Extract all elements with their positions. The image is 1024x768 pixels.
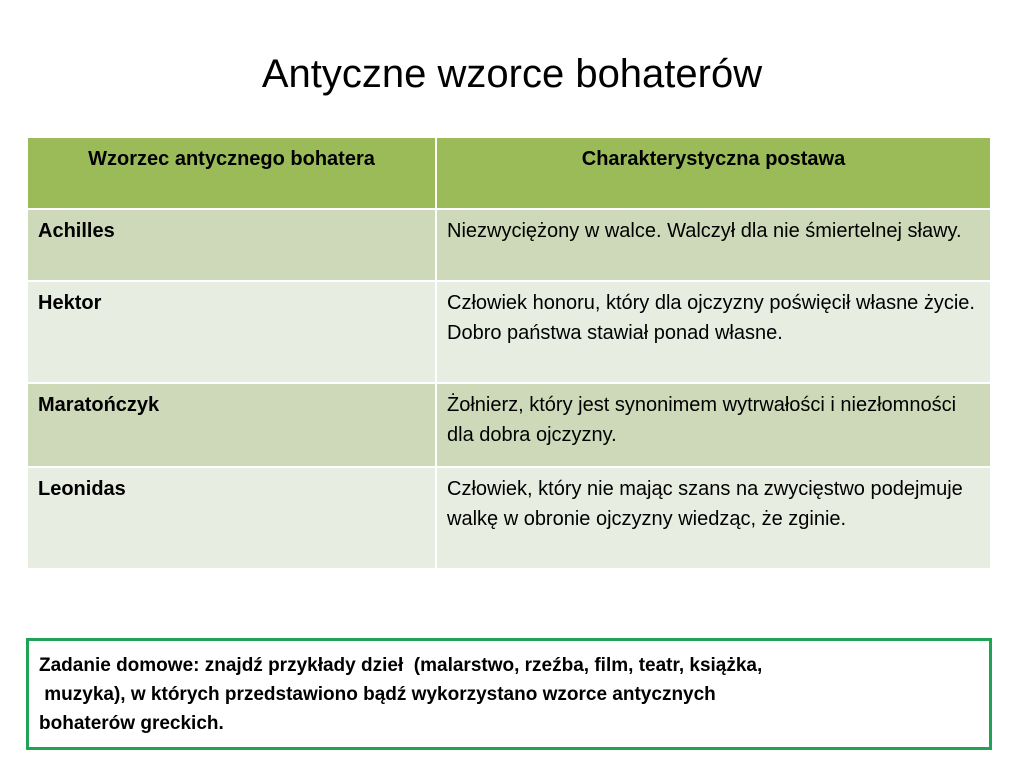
column-header-hero: Wzorzec antycznego bohatera xyxy=(27,137,436,209)
hero-description-cell: Niezwyciężony w walce. Walczył dla nie śmiertelnej sławy. xyxy=(436,209,991,281)
table-header-row xyxy=(27,137,991,209)
hero-name-cell: Maratończyk xyxy=(27,383,436,467)
slide-title: Antyczne wzorce bohaterów xyxy=(261,52,763,96)
table-row xyxy=(27,467,991,569)
homework-box: Zadanie domowe: znajdź przykłady dzieł (malarstwo, rzeźba, film, teatr, książka, muzyka), w których przedstawiono bądź wykorzystano wzorce antycznych bohaterów greckich. xyxy=(26,638,992,750)
table-row xyxy=(27,209,991,281)
hero-name-cell: Leonidas xyxy=(27,467,436,569)
table-row xyxy=(27,281,991,383)
hero-name-cell: Achilles xyxy=(27,209,436,281)
column-header-attitude: Charakterystyczna postawa xyxy=(436,137,991,209)
hero-description-cell: Człowiek honoru, który dla ojczyzny poświęcił własne życie. Dobro państwa stawiał ponad własne. xyxy=(436,281,991,383)
heroes-table xyxy=(26,136,992,570)
table-row xyxy=(27,383,991,467)
hero-description-cell: Żołnierz, który jest synonimem wytrwałości i niezłomności dla dobra ojczyzny. xyxy=(436,383,991,467)
hero-name-cell: Hektor xyxy=(27,281,436,383)
hero-description-cell: Człowiek, który nie mając szans na zwycięstwo podejmuje walkę w obronie ojczyzny wiedząc, że zginie. xyxy=(436,467,991,569)
